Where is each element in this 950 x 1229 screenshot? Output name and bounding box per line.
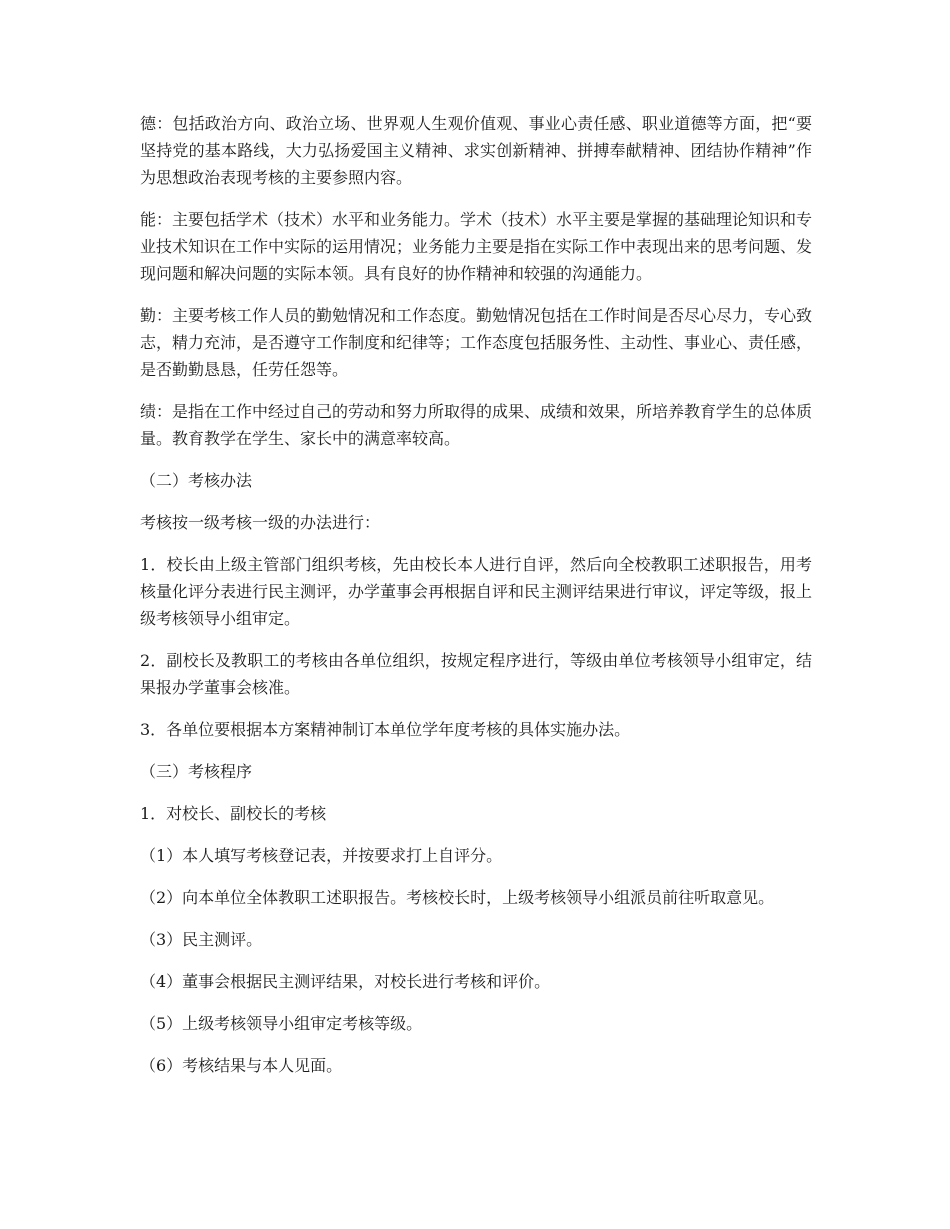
list-item-procedure-1: （1）本人填写考核登记表，并按要求打上自评分。 [140, 846, 503, 865]
paragraph-method-item-1: 1．校长由上级主管部门组织考核，先由校长本人进行自评，然后向全校教职工述职报告，用考核量化评分表进行民主测评，办学董事会再根据自评和民主测评结果进行审议，评定等级，报上级考核领导小组审定。 [140, 555, 813, 628]
paragraph-de: 德：包括政治方向、政治立场、世界观人生观价值观、事业心责任感、职业道德等方面，把“要坚持党的基本路线，大力弘扬爱国主义精神、求实创新精神、拼搏奉献精神、团结协作精神”作为思想政治表现考核的主要参照内容。 [140, 114, 812, 187]
paragraph-method-intro: 考核按一级考核一级的办法进行： [140, 513, 381, 532]
paragraph-procedure-subheading: 1．对校长、副校长的考核 [140, 804, 327, 823]
document-body [140, 110, 812, 1094]
paragraph-method-item-2: 2．副校长及教职工的考核由各单位组织，按规定程序进行，等级由单位考核领导小组审定，结果报办学董事会核准。 [140, 651, 812, 697]
paragraph-neng: 能：主要包括学术（技术）水平和业务能力。学术（技术）水平主要是掌握的基础理论知识和专业技术知识在工作中实际的运用情况；业务能力主要是指在实际工作中表现出来的思考问题、发现问题和解决问题的实际本领。具有良好的协作精神和较强的沟通能力。 [140, 210, 813, 283]
paragraph-method-item-3: 3．各单位要根据本方案精神制订本单位学年度考核的具体实施办法。 [140, 720, 631, 739]
list-item-procedure-2: （2）向本单位全体教职工述职报告。考核校长时，上级考核领导小组派员前往听取意见。 [140, 888, 775, 907]
section-heading-assessment-procedure: （三）考核程序 [140, 762, 253, 781]
list-item-procedure-5: （5）上级考核领导小组审定考核等级。 [140, 1014, 423, 1033]
paragraph-qin: 勤：主要考核工作人员的勤勉情况和工作态度。勤勉情况包括在工作时间是否尽心尽力，专心致志，精力充沛，是否遵守工作制度和纪律等；工作态度包括服务性、主动性、事业心、责任感，是否勤勤恳恳，任劳任怨等。 [140, 306, 813, 379]
list-item-procedure-4: （4）董事会根据民主测评结果，对校长进行考核和评价。 [140, 972, 551, 991]
list-item-procedure-3: （3）民主测评。 [140, 930, 263, 949]
list-item-procedure-6: （6）考核结果与本人见面。 [140, 1056, 343, 1075]
paragraph-ji: 绩：是指在工作中经过自己的劳动和努力所取得的成果、成绩和效果，所培养教育学生的总体质量。教育教学在学生、家长中的满意率较高。 [140, 402, 813, 448]
section-heading-assessment-method: （二）考核办法 [140, 471, 253, 490]
